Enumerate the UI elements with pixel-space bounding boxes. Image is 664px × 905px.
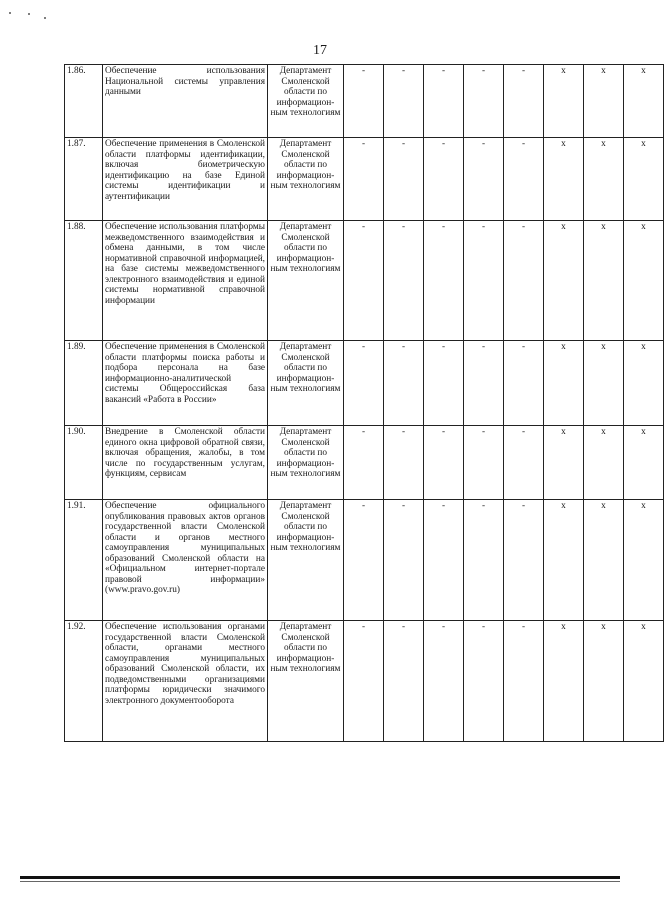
mark-cell: x bbox=[624, 341, 664, 426]
mark-cell: - bbox=[504, 426, 544, 500]
measure-description: Обеспечение использования Национальной системы управления данными bbox=[103, 65, 268, 138]
mark-cell: - bbox=[504, 500, 544, 621]
scan-dot bbox=[28, 13, 30, 15]
mark-cell: x bbox=[584, 221, 624, 341]
mark-cell: - bbox=[464, 426, 504, 500]
row-number: 1.91. bbox=[65, 500, 103, 621]
mark-cell: x bbox=[544, 221, 584, 341]
mark-cell: x bbox=[584, 621, 624, 742]
mark-cell: x bbox=[544, 341, 584, 426]
mark-cell: x bbox=[584, 341, 624, 426]
mark-cell: x bbox=[584, 65, 624, 138]
mark-cell: - bbox=[344, 500, 384, 621]
mark-cell: - bbox=[424, 138, 464, 221]
responsible-department: Департамент Смоленской области по информацион-ным технологиям bbox=[268, 500, 344, 621]
responsible-department: Департамент Смоленской области по информацион-ным технологиям bbox=[268, 621, 344, 742]
scan-dot bbox=[44, 17, 46, 19]
mark-cell: - bbox=[424, 500, 464, 621]
table-row bbox=[65, 500, 664, 621]
mark-cell: - bbox=[344, 65, 384, 138]
row-number: 1.86. bbox=[65, 65, 103, 138]
mark-cell: - bbox=[464, 500, 504, 621]
measure-description: Обеспечение использования органами государственной власти Смоленской области, органами местного самоуправления муниципальных образований Смоленской области, их подведомственными организациями платформы юридически значимого электронного документооборота bbox=[103, 621, 268, 742]
measures-table bbox=[64, 64, 664, 742]
measure-description: Обеспечение применения в Смоленской области платформы поиска работы и подбора персонала на базе информационно-аналитической системы Общероссийская база вакансий «Работа в России» bbox=[103, 341, 268, 426]
mark-cell: - bbox=[344, 341, 384, 426]
mark-cell: - bbox=[384, 341, 424, 426]
measure-description: Обеспечение официального опубликования правовых актов органов государственной власти Смоленской области и органов местного самоуправления муниципальных образований Смоленской области на «Официальном интернет-портале правовой информации» (www.pravo.gov.ru) bbox=[103, 500, 268, 621]
row-number: 1.92. bbox=[65, 621, 103, 742]
responsible-department: Департамент Смоленской области по информацион-ным технологиям bbox=[268, 221, 344, 341]
mark-cell: - bbox=[384, 65, 424, 138]
table-row bbox=[65, 341, 664, 426]
table-row bbox=[65, 426, 664, 500]
responsible-department: Департамент Смоленской области по информацион-ным технологиям bbox=[268, 426, 344, 500]
scan-dot bbox=[9, 12, 11, 14]
mark-cell: - bbox=[384, 426, 424, 500]
mark-cell: x bbox=[584, 500, 624, 621]
mark-cell: - bbox=[464, 621, 504, 742]
mark-cell: x bbox=[544, 500, 584, 621]
page-number: 17 bbox=[313, 43, 327, 58]
mark-cell: x bbox=[544, 621, 584, 742]
mark-cell: - bbox=[384, 500, 424, 621]
mark-cell: x bbox=[624, 65, 664, 138]
mark-cell: - bbox=[424, 426, 464, 500]
mark-cell: - bbox=[384, 621, 424, 742]
bottom-rule bbox=[20, 876, 620, 879]
mark-cell: x bbox=[584, 138, 624, 221]
mark-cell: x bbox=[624, 138, 664, 221]
mark-cell: - bbox=[464, 65, 504, 138]
mark-cell: - bbox=[424, 65, 464, 138]
mark-cell: - bbox=[424, 221, 464, 341]
mark-cell: - bbox=[504, 341, 544, 426]
mark-cell: x bbox=[584, 426, 624, 500]
mark-cell: - bbox=[344, 621, 384, 742]
mark-cell: x bbox=[624, 221, 664, 341]
mark-cell: - bbox=[344, 221, 384, 341]
mark-cell: - bbox=[344, 426, 384, 500]
mark-cell: - bbox=[424, 621, 464, 742]
table-row bbox=[65, 65, 664, 138]
mark-cell: - bbox=[464, 138, 504, 221]
mark-cell: - bbox=[424, 341, 464, 426]
mark-cell: - bbox=[504, 621, 544, 742]
mark-cell: - bbox=[344, 138, 384, 221]
measure-description: Обеспечение применения в Смоленской области платформы идентификации, включая биометрическую идентификацию на базе Единой системы идентификации и аутентификации bbox=[103, 138, 268, 221]
mark-cell: - bbox=[504, 138, 544, 221]
mark-cell: x bbox=[624, 500, 664, 621]
mark-cell: - bbox=[384, 138, 424, 221]
row-number: 1.90. bbox=[65, 426, 103, 500]
row-number: 1.87. bbox=[65, 138, 103, 221]
measure-description: Внедрение в Смоленской области единого окна цифровой обратной связи, включая обращения, жалобы, в том числе по государственным услугам, функциям, сервисам bbox=[103, 426, 268, 500]
table-row bbox=[65, 221, 664, 341]
mark-cell: x bbox=[544, 426, 584, 500]
mark-cell: - bbox=[504, 65, 544, 138]
table-row bbox=[65, 138, 664, 221]
mark-cell: - bbox=[464, 221, 504, 341]
bottom-rule-thin bbox=[20, 881, 620, 882]
mark-cell: - bbox=[464, 341, 504, 426]
mark-cell: - bbox=[384, 221, 424, 341]
mark-cell: x bbox=[624, 426, 664, 500]
row-number: 1.88. bbox=[65, 221, 103, 341]
row-number: 1.89. bbox=[65, 341, 103, 426]
table-row bbox=[65, 621, 664, 742]
measure-description: Обеспечение использования платформы межведомственного взаимодействия и обмена данными, в том числе нормативной справочной информацией, на базе системы межведомственного электронного взаимодействия и единой системы нормативной справочной информации bbox=[103, 221, 268, 341]
responsible-department: Департамент Смоленской области по информацион-ным технологиям bbox=[268, 341, 344, 426]
mark-cell: x bbox=[544, 65, 584, 138]
responsible-department: Департамент Смоленской области по информацион-ным технологиям bbox=[268, 138, 344, 221]
mark-cell: x bbox=[624, 621, 664, 742]
responsible-department: Департамент Смоленской области по информацион-ным технологиям bbox=[268, 65, 344, 138]
mark-cell: x bbox=[544, 138, 584, 221]
mark-cell: - bbox=[504, 221, 544, 341]
